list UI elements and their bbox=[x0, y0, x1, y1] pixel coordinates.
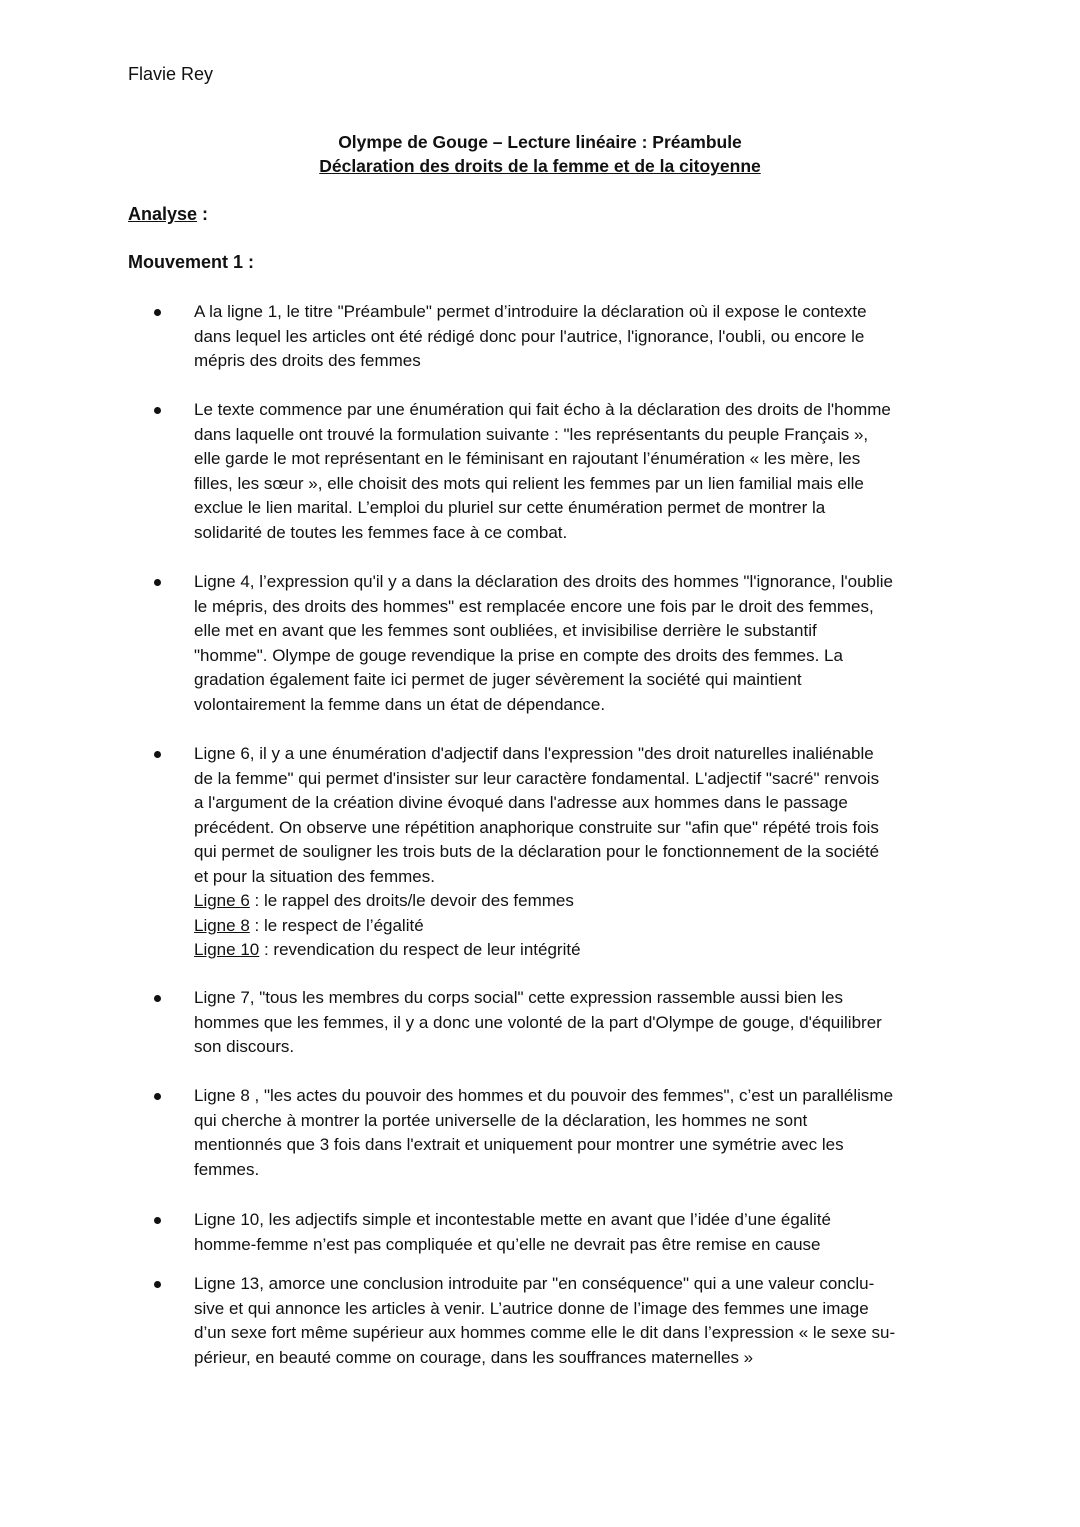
bullet-text-line: gradation également faite ici permet de juger sévèrement la société qui maintient bbox=[194, 670, 802, 689]
bullet-dot-icon bbox=[154, 1217, 161, 1224]
bullet-text-line: solidarité de toutes les femmes face à ce combat. bbox=[194, 522, 568, 542]
sub-point-text: : revendication du respect de leur intégrité bbox=[259, 940, 581, 959]
sub-point bbox=[194, 889, 954, 914]
bullet-dot-icon bbox=[154, 407, 161, 414]
bullet-text-line: homme-femme n’est pas compliquée et qu’elle ne devrait pas être remise en cause bbox=[194, 1234, 821, 1254]
sub-point-ref: Ligne 10 bbox=[194, 940, 260, 959]
title-line-1: Olympe de Gouge – Lecture linéaire : Préambule bbox=[338, 132, 742, 152]
bullet-dot-icon bbox=[154, 995, 161, 1002]
sub-point bbox=[194, 914, 954, 939]
bullet-text-line: précédent. On observe une répétition anaphorique construite sur "afin que" répété trois fois bbox=[194, 817, 879, 837]
bullet-text-line: "homme". Olympe de gouge revendique la prise en compte des droits des femmes. La bbox=[194, 645, 843, 665]
bullet-text-line: Ligne 10, les adjectifs simple et incontestable mette en avant que l’idée d’une égalité bbox=[194, 1210, 831, 1229]
bullet-text-line: elle garde le mot représentant en le féminisant en rajoutant l’énumération « les mère, les bbox=[194, 449, 861, 468]
bullet-text-line: le mépris, des droits des hommes" est remplacée encore une fois par le droit des femmes, bbox=[194, 596, 874, 616]
title-line-2: Déclaration des droits de la femme et de la citoyenne bbox=[319, 156, 761, 176]
bullet-text-line: dans lequel les articles ont été rédigé donc pour l'autrice, l'ignorance, l'oubli, ou encore le bbox=[194, 326, 865, 346]
author-name: Flavie Rey bbox=[128, 64, 214, 84]
bullet-item bbox=[194, 300, 954, 374]
analyse-label: Analyse bbox=[128, 204, 198, 224]
bullet-text-line: de la femme" qui permet d'insister sur leur caractère fondamental. L'adjectif "sacré" renvois bbox=[194, 768, 880, 788]
bullet-text-line: hommes que les femmes, il y a donc une volonté de la part d'Olympe de gouge, d'équilibrer bbox=[194, 1012, 882, 1032]
sub-point-text: : le respect de l’égalité bbox=[249, 915, 424, 935]
bullet-text-line: Ligne 6, il y a une énumération d'adjectif dans l'expression "des droit naturelles inaliénable bbox=[194, 744, 874, 763]
bullet-text-line: mentionnés que 3 fois dans l'extrait et uniquement pour montrer une symétrie avec les bbox=[194, 1135, 844, 1154]
bullet-item bbox=[194, 1084, 954, 1182]
bullet-text-line: Ligne 4, l’expression qu'il y a dans la déclaration des droits des hommes "l'ignorance, l'oublie bbox=[194, 572, 894, 591]
bullet-text-line: sive et qui annonce les articles à venir. L’autrice donne de l’image des femmes une image bbox=[194, 1298, 869, 1318]
bullet-text-line: qui cherche à montrer la portée universelle de la déclaration, les hommes ne sont bbox=[194, 1110, 808, 1130]
bullet-dot-icon bbox=[154, 1281, 161, 1288]
bullet-text-line: Ligne 8 , "les actes du pouvoir des hommes et du pouvoir des femmes", c’est un parallélisme bbox=[194, 1086, 894, 1105]
movement-heading: Mouvement 1 : bbox=[128, 252, 255, 272]
sub-point-ref: Ligne 6 bbox=[194, 891, 250, 910]
bullet-text-line: qui permet de souligner les trois buts de la déclaration pour le fonctionnement de la société bbox=[194, 842, 880, 861]
bullet-text-line: A la ligne 1, le titre "Préambule" permet d’introduire la déclaration où il expose le contexte bbox=[194, 302, 867, 321]
bullet-text-line: filles, les sœur », elle choisit des mots qui relient les femmes par un lien familial mais elle bbox=[194, 473, 864, 493]
bullet-item bbox=[194, 1208, 954, 1257]
bullet-text-line: périeur, en beauté comme on courage, dans les souffrances maternelles » bbox=[194, 1347, 754, 1367]
bullet-text-line: exclue le lien marital. L’emploi du pluriel sur cette énumération permet de montrer la bbox=[194, 498, 826, 517]
document-title bbox=[0, 130, 1080, 178]
analyse-heading bbox=[128, 204, 208, 225]
bullet-text-line: a l'argument de la création divine évoqué dans l'adresse aux hommes dans le passage bbox=[194, 793, 848, 812]
bullet-item bbox=[194, 742, 954, 963]
bullet-text-line: mépris des droits des femmes bbox=[194, 351, 421, 370]
sub-point-ref: Ligne 8 bbox=[194, 915, 250, 935]
bullet-item bbox=[194, 570, 954, 717]
bullet-item bbox=[194, 398, 954, 545]
bullet-text-line: Ligne 13, amorce une conclusion introduite par "en conséquence" qui a une valeur conclu- bbox=[194, 1274, 875, 1293]
bullet-item bbox=[194, 986, 954, 1060]
analyse-colon: : bbox=[197, 204, 209, 224]
bullet-text-line: d’un sexe fort même supérieur aux hommes comme elle le dit dans l’expression « le sexe su- bbox=[194, 1323, 896, 1342]
bullet-dot-icon bbox=[154, 1093, 161, 1100]
bullet-text-line: Ligne 7, "tous les membres du corps social" cette expression rassemble aussi bien les bbox=[194, 988, 843, 1007]
bullet-dot-icon bbox=[154, 309, 161, 316]
bullet-text-line: et pour la situation des femmes. bbox=[194, 866, 435, 886]
bullet-text-line: son discours. bbox=[194, 1037, 295, 1056]
bullet-dot-icon bbox=[154, 579, 161, 586]
sub-point bbox=[194, 938, 954, 963]
bullet-item bbox=[194, 1272, 954, 1370]
bullet-text-line: Le texte commence par une énumération qui fait écho à la déclaration des droits de l'homme bbox=[194, 400, 891, 419]
sub-point-text: : le rappel des droits/le devoir des femmes bbox=[249, 891, 574, 910]
bullet-text-line: femmes. bbox=[194, 1159, 260, 1179]
bullet-text-line: dans laquelle ont trouvé la formulation suivante : "les représentants du peuple Français », bbox=[194, 424, 869, 444]
bullet-text-line: volontairement la femme dans un état de dépendance. bbox=[194, 694, 606, 714]
bullet-text-line: elle met en avant que les femmes sont oubliées, et invisibilise derrière le substantif bbox=[194, 621, 817, 640]
bullet-dot-icon bbox=[154, 751, 161, 758]
